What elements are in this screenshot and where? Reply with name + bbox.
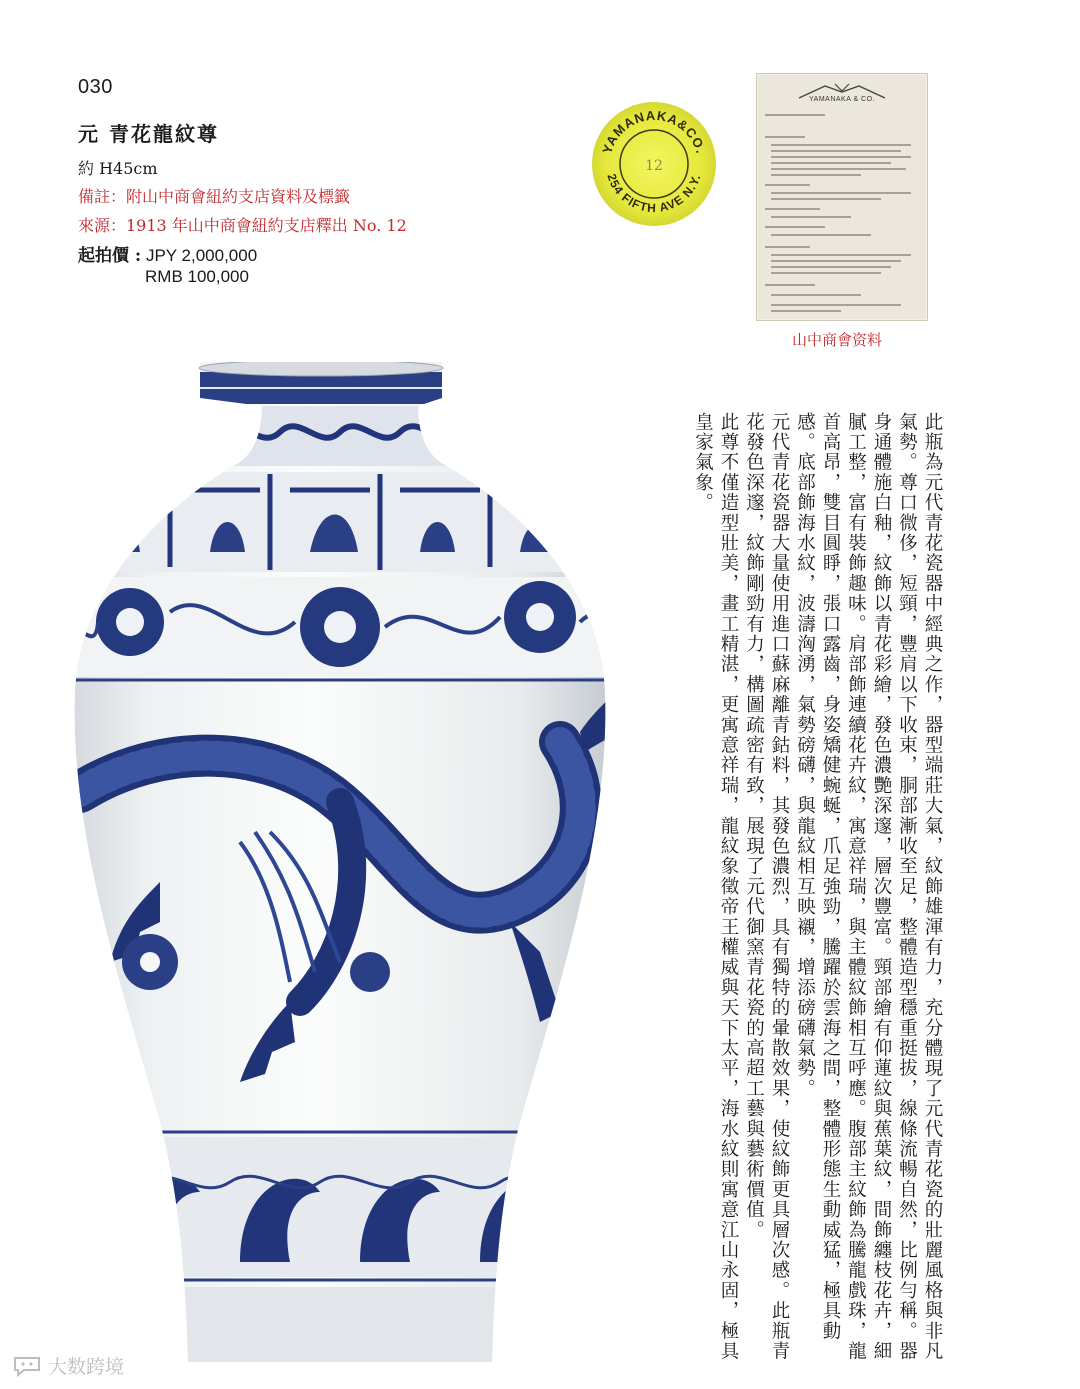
lot-title: 元 青花龍紋尊 xyxy=(78,122,219,146)
document-text-line xyxy=(771,272,881,274)
document-text-line xyxy=(771,150,901,152)
yamanaka-document xyxy=(756,73,928,321)
watermark-text: 大数跨境 xyxy=(48,1356,125,1378)
description-paragraph: 元代青花瓷器大量使用進口蘇麻離青鈷料，其發色濃烈，具有獨特的暈散效果，使紋飾更具層次感。此瓶青花發色深邃，紋飾剛勁有力，構圖疏密有致，展現了元代御窯青花瓷的高超工藝與藝術價值。 xyxy=(743,412,790,1362)
svg-text:254 FIFTH AVE N.Y.: 254 FIFTH AVE N.Y. xyxy=(604,171,704,216)
document-text-line xyxy=(771,216,851,218)
document-text-line xyxy=(771,198,881,200)
estimate-jpy: JPY 2,000,000 xyxy=(145,246,258,265)
document-text-line xyxy=(765,208,820,210)
document-brand: YAMANAKA & CO. xyxy=(809,96,875,103)
yamanaka-label-seal xyxy=(590,100,718,228)
blue-white-dragon-vase xyxy=(40,362,640,1372)
svg-text:YAMANAKA&CO.: YAMANAKA&CO. xyxy=(599,107,709,156)
description-text xyxy=(690,412,945,1372)
document-text-line xyxy=(771,192,911,194)
document-text-line xyxy=(771,310,841,312)
document-text-line xyxy=(771,156,911,158)
document-text-line xyxy=(765,284,815,286)
description-paragraph: 此尊不僅造型壯美，畫工精湛，更寓意祥瑞，龍紋象徵帝王權威與天下太平，海水紋則寓意江山永固，極具皇家氣象。 xyxy=(692,412,739,1362)
document-text-line xyxy=(771,234,871,236)
estimate-rmb: RMB 100,000 xyxy=(145,267,249,286)
document-text-line xyxy=(771,168,906,170)
estimate-label: 起拍價 : xyxy=(78,246,142,266)
document-text-line xyxy=(771,294,861,296)
document-text-line xyxy=(771,174,861,176)
chat-bubble-icon xyxy=(12,1355,42,1377)
document-text-line xyxy=(765,136,805,138)
document-text-line xyxy=(771,266,891,268)
document-text-line xyxy=(765,246,810,248)
estimate xyxy=(78,241,258,286)
document-text-line xyxy=(771,260,901,262)
document-text-line xyxy=(765,184,810,186)
document-text-line xyxy=(771,162,891,164)
document-text-line xyxy=(771,144,911,146)
lot-note: 備註：附山中商會紐約支店資料及標籤 xyxy=(78,187,351,206)
lot-number: 030 xyxy=(78,76,113,98)
description-paragraph: 此瓶為元代青花瓷器中經典之作，器型端莊大氣，紋飾雄渾有力，充分體現了元代青花瓷的壯麗風格與非凡氣勢。尊口微侈，短頸，豐肩以下收束，胴部漸收至足，整體造型穩重挺拔，線條流暢自然，比例勻稱。器身通體施白釉，紋飾以青花彩繪，發色濃艷深邃，層次豐富。頸部繪有仰蓮紋與蕉葉紋，間飾纏枝花卉，細膩工整，富有裝飾趣味。肩部飾連續花卉紋，寓意祥瑞，與主體紋飾相互呼應。腹部主紋飾為騰龍戲珠，龍首高昂，雙目圓睜，張口露齒，身姿矯健蜿蜒，爪足強勁，騰躍於雲海之間，整體形態生動威猛，極具動感。底部飾海水紋，波濤洶湧，氣勢磅礴，與龍紋相互映襯，增添磅礴氣勢。 xyxy=(794,412,943,1362)
lot-size: 約 H45cm xyxy=(78,159,158,178)
document-text-line xyxy=(765,226,825,228)
watermark xyxy=(12,1352,124,1379)
svg-text:12: 12 xyxy=(645,158,663,174)
document-text-line xyxy=(765,114,825,116)
document-text-line xyxy=(771,304,901,306)
document-caption: 山中商會资料 xyxy=(792,331,883,349)
lot-source: 來源：1913 年山中商會紐約支店釋出 No. 12 xyxy=(78,216,407,235)
document-text-line xyxy=(771,254,911,256)
